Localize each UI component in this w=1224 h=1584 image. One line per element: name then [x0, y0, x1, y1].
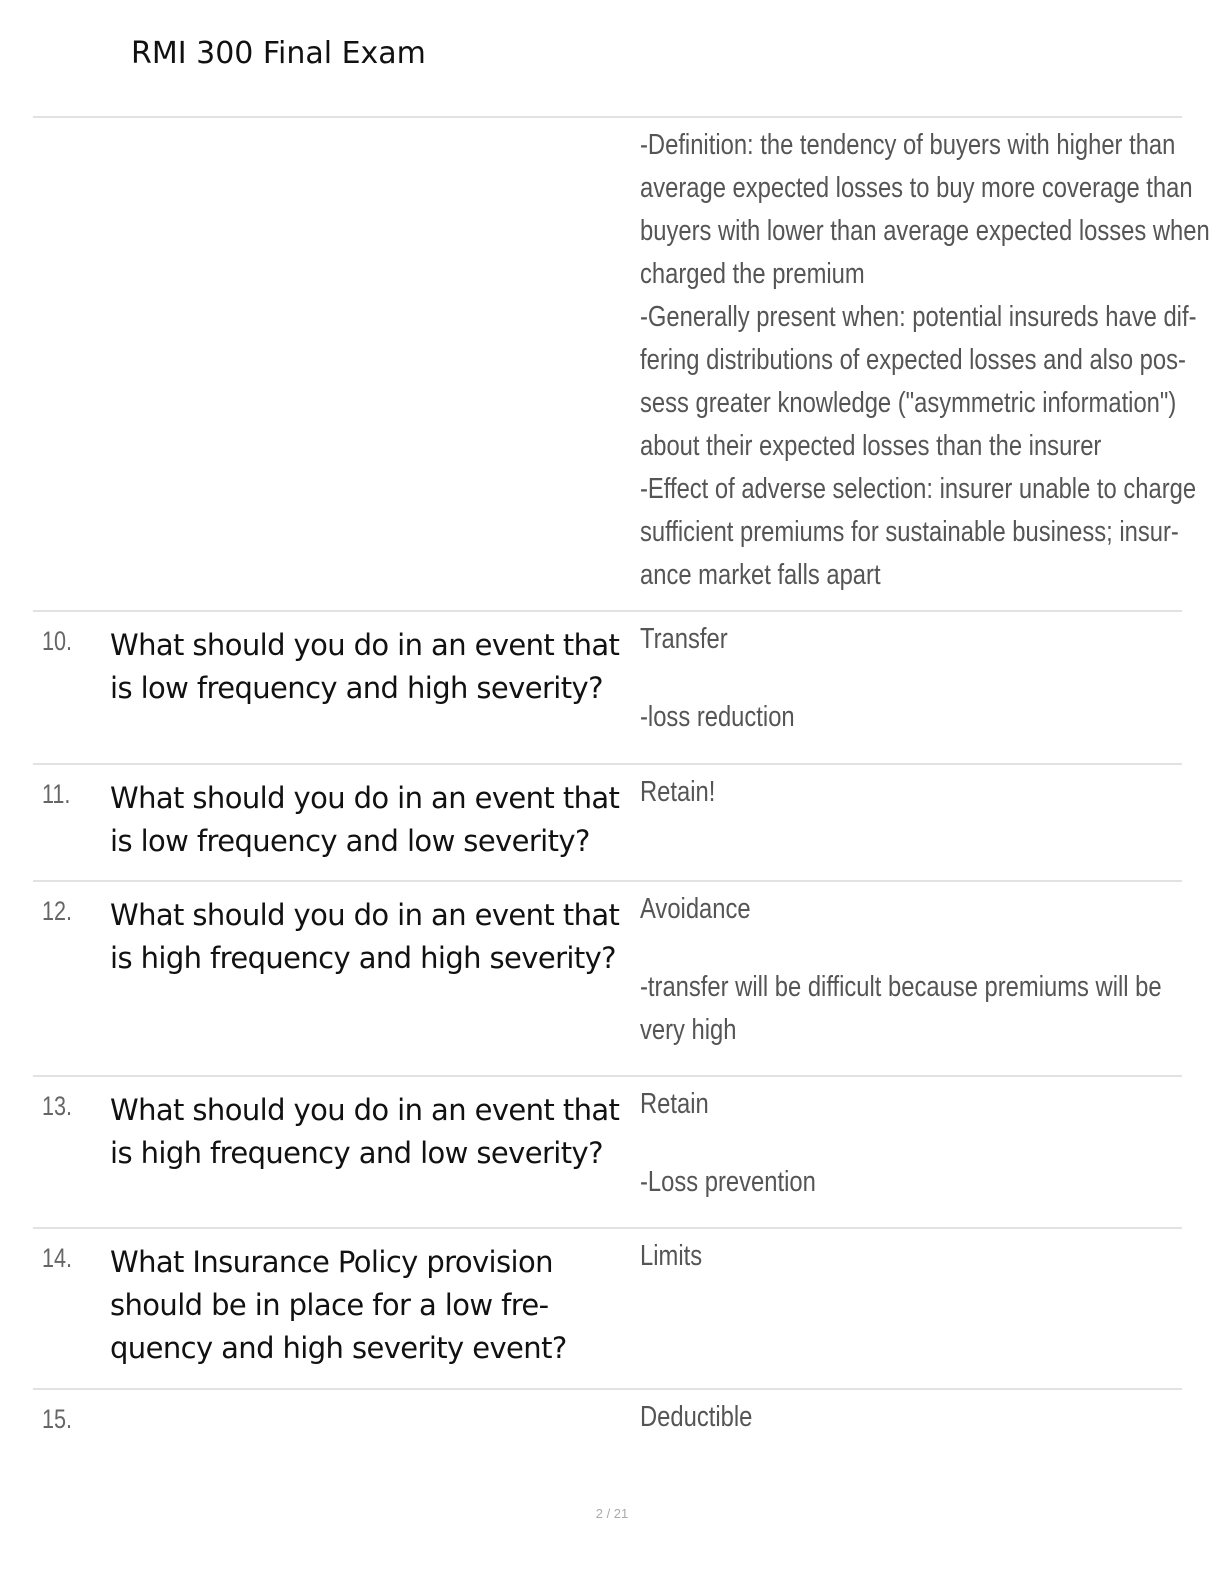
- question-line: What should you do in an event that: [110, 628, 620, 662]
- answer-line: Limits: [640, 1240, 703, 1272]
- answer-text: [640, 1083, 1165, 1204]
- question-line: What should you do in an event that: [110, 781, 620, 815]
- page-number: 2 / 21: [595, 1506, 629, 1521]
- question-line: is low frequency and high severity?: [110, 671, 603, 705]
- table-row: [33, 880, 1182, 1075]
- answer-line: about their expected losses than the insurer: [640, 430, 1102, 462]
- table-row: [33, 1227, 1182, 1388]
- answer-text: [640, 618, 1165, 739]
- question-line: What should you do in an event that: [110, 1093, 620, 1127]
- question-number: 12.: [42, 896, 73, 926]
- answer-text: [640, 771, 1165, 814]
- question-number: 14.: [42, 1243, 73, 1273]
- question-text: [110, 894, 645, 980]
- answer-line: sess greater knowledge ("asymmetric information"): [640, 387, 1177, 419]
- answer-text: [640, 124, 1210, 597]
- answer-line: -loss reduction: [640, 701, 795, 733]
- answer-line: Retain: [640, 1088, 709, 1120]
- table-row: [33, 1075, 1182, 1227]
- answer-line: Transfer: [640, 623, 728, 655]
- answer-line: -Effect of adverse selection: insurer unable to charge: [640, 473, 1197, 505]
- answer-text: [640, 1235, 1165, 1278]
- question-line: is high frequency and high severity?: [110, 941, 616, 975]
- page-title: RMI 300 Final Exam: [131, 36, 426, 71]
- answer-line: Deductible: [640, 1401, 753, 1433]
- table-row: [33, 763, 1182, 880]
- question-text: [110, 1241, 645, 1370]
- answer-line: -Loss prevention: [640, 1166, 816, 1198]
- answer-text: [640, 888, 1165, 1052]
- answer-line: -transfer will be difficult because premiums will be: [640, 971, 1162, 1003]
- question-line: quency and high severity event?: [110, 1331, 567, 1365]
- question-text: [110, 1089, 645, 1175]
- answer-line: -Generally present when: potential insureds have dif-: [640, 301, 1197, 333]
- table-row: [33, 610, 1182, 763]
- question-number: 13.: [42, 1091, 73, 1121]
- table-row: [33, 1388, 1182, 1468]
- question-line: What Insurance Policy provision: [110, 1245, 553, 1279]
- answer-text: [640, 1396, 1165, 1439]
- answer-line: charged the premium: [640, 258, 865, 290]
- answer-line: ance market falls apart: [640, 559, 881, 591]
- qa-table: [33, 116, 1210, 1468]
- answer-line: average expected losses to buy more coverage than: [640, 172, 1193, 204]
- question-text: [110, 777, 645, 863]
- answer-line: very high: [640, 1014, 737, 1046]
- answer-line: Retain!: [640, 776, 716, 808]
- answer-line: buyers with lower than average expected losses when: [640, 215, 1210, 247]
- question-number: 10.: [42, 626, 73, 656]
- question-line: is high frequency and low severity?: [110, 1136, 603, 1170]
- table-row: [33, 116, 1210, 610]
- answer-line: fering distributions of expected losses and also pos-: [640, 344, 1186, 376]
- answer-line: -Definition: the tendency of buyers with higher than: [640, 129, 1176, 161]
- question-text: [110, 624, 645, 710]
- question-number: 15.: [42, 1404, 73, 1434]
- question-line: What should you do in an event that: [110, 898, 620, 932]
- question-number: 11.: [42, 779, 71, 809]
- question-line: is low frequency and low severity?: [110, 824, 590, 858]
- answer-line: Avoidance: [640, 893, 751, 925]
- answer-line: sufficient premiums for sustainable business; insur-: [640, 516, 1179, 548]
- question-line: should be in place for a low fre-: [110, 1288, 549, 1322]
